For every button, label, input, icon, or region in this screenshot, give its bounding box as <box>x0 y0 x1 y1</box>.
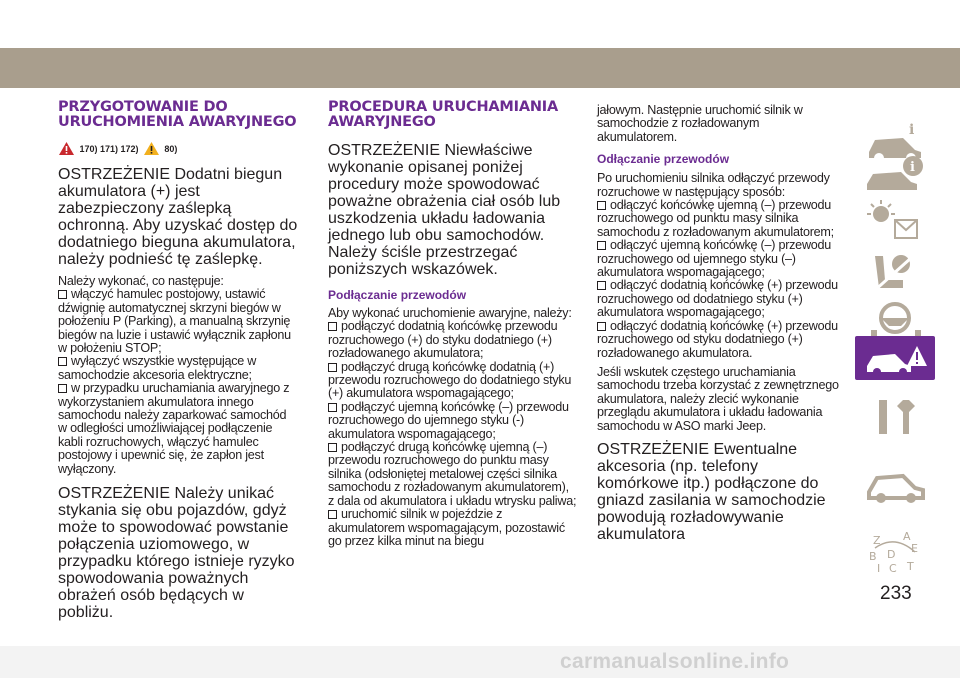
list-item: podłączyć drugą końcówkę ujemną (–) przewodu rozruchowego do punktu masy silnika (odsłoniętej metalowej części silnika samochodu z rozładowanym akumulatorem), z dala od akumulatora i układu wtrysku paliwa; <box>328 440 577 508</box>
subheading-connecting: Podłączanie przewodów <box>328 288 467 302</box>
section-heading-preparation: PRZYGOTOWANIE DO URUCHOMIENIA AWARYJNEGO <box>58 99 297 130</box>
left-column <box>58 100 298 621</box>
continued-text: jałowym. Następnie uruchomić silnik w samochodzie z rozładowanym akumulatorem. <box>597 103 803 144</box>
svg-text:C: C <box>889 562 897 575</box>
warning-accessories: OSTRZEŻENIE Ewentualne akcesoria (np. telefony komórkowe itp.) podłączone do gniazd zasilania w samochodzie powodują rozładowywanie akumulatora <box>597 440 826 543</box>
list-item: odłączyć dodatnią końcówkę (+) przewodu rozruchowego od styku dodatniego (+) rozładowanego akumulatora. <box>597 318 838 360</box>
bullet-box <box>58 357 67 366</box>
subheading-disconnecting: Odłączanie przewodów <box>597 152 730 167</box>
car-body-icon[interactable] <box>859 462 935 512</box>
bullet-box <box>328 322 337 331</box>
warning-refs <box>58 140 298 158</box>
svg-text:A: A <box>903 530 911 543</box>
paragraph-service: Jeśli wskutek częstego uruchamiania samochodu trzeba korzystać z zewnętrznego akumulatora, należy zlecić wykonanie przeglądu akumulatora i układu ładowania samochodu w ASO marki Jeep. <box>597 364 839 433</box>
bullet-box <box>328 403 337 412</box>
list-item: w przypadku uruchamiania awaryjnego z wykorzystaniem akumulatora innego samochodu należy zaparkować samochód w odległości umożliwiającej podłączenie kabli rozruchowych, włączyć hamulec postojowy i upewnić się, że zapłon jest wyłączony. <box>58 381 290 476</box>
svg-text:E: E <box>911 542 918 555</box>
top-bar <box>0 0 960 88</box>
svg-text:D: D <box>887 548 896 561</box>
top-band <box>0 48 960 88</box>
list-item: odłączyć końcówkę ujemną (–) przewodu rozruchowego od punktu masy silnika samochodu z rozładowanym akumulatorem; <box>597 198 834 239</box>
bullet-box <box>597 322 606 331</box>
watermark-bar <box>0 646 960 678</box>
middle-column <box>328 100 578 548</box>
section-heading-procedure: PROCEDURA URUCHAMIANIA AWARYJNEGO <box>328 99 559 130</box>
refs-caution: 80) <box>164 143 178 154</box>
list-item: wyłączyć wszystkie występujące w samochodzie akcesoria elektryczne; <box>58 354 257 382</box>
svg-text:T: T <box>907 560 914 573</box>
warning-procedure: OSTRZEŻENIE Niewłaściwe wykonanie opisanej poniżej procedury może spowodować poważne obrażenia ciał osób lub uszkodzenia układu ładowania jednego lub obu samochodów. Należy ściśle przestrzegać poniższych wskazówek. <box>328 142 561 278</box>
svg-text:Z: Z <box>873 534 881 547</box>
intro-text: Aby wykonać uruchomienie awaryjne, należy: <box>328 306 572 320</box>
list-item: podłączyć dodatnią końcówkę przewodu rozruchowego (+) do styku dodatniego (+) rozładowanego akumulatora; <box>328 319 558 361</box>
svg-text:i: i <box>909 122 915 138</box>
bullet-box <box>328 363 337 372</box>
intro-text: Po uruchomieniu silnika odłączyć przewody rozruchowe w następujący sposób: <box>597 171 830 199</box>
wrench-icon[interactable] <box>859 392 935 442</box>
alphabet-index-icon[interactable] <box>859 528 935 578</box>
bullet-box <box>597 241 606 250</box>
page-number: 233 <box>880 583 912 604</box>
seat-airbag-icon[interactable] <box>859 250 935 300</box>
list-item: uruchomić silnik w pojeździe z akumulatorem wspomagającym, pozostawić go przez kilka minut na biegu <box>328 507 565 548</box>
list-item: podłączyć drugą końcówkę dodatnią (+) przewodu rozruchowego do dodatniego styku (+) akumulatora wspomagającego; <box>328 359 572 401</box>
car-info-circle-icon[interactable] <box>859 150 935 200</box>
list-item: podłączyć ujemną końcówkę (–) przewodu rozruchowego do ujemnego styku (-) akumulatora wspomagającego; <box>328 399 569 441</box>
intro-text: Należy wykonać, co następuje: <box>58 274 224 288</box>
bullet-box <box>328 443 337 452</box>
watermark-text: carmanualsonline.info <box>560 650 790 673</box>
right-column <box>597 104 842 543</box>
list-item: włączyć hamulec postojowy, ustawić dźwignię automatycznej skrzyni biegów w położeniu P (Parking), a manualną skrzynię biegów na luzie i ustawić wyłącznik zapłonu w położeniu STOP; <box>58 287 291 356</box>
svg-text:i: i <box>910 160 915 175</box>
list-item: odłączyć ujemną końcówkę (–) przewodu rozruchowego od ujemnego styku (–) akumulatora wspomagającego; <box>597 238 832 280</box>
svg-text:B: B <box>869 550 877 563</box>
warning-lights-icon[interactable] <box>859 196 935 246</box>
breakdown-car-icon[interactable] <box>855 336 935 380</box>
svg-text:I: I <box>877 562 881 575</box>
bullet-box <box>58 384 67 393</box>
bullet-box <box>597 201 606 210</box>
danger-triangle-icon <box>58 141 75 156</box>
bullet-box <box>328 510 337 519</box>
warning-terminal-cap: OSTRZEŻENIE Dodatni biegun akumulatora (+) jest zabezpieczony zaślepką ochronną. Aby uzyskać dostęp do dodatniego bieguna akumulatora, należy podnieść tę zaślepkę. <box>58 166 298 268</box>
warning-vehicle-contact: OSTRZEŻENIE Należy unikać stykania się obu pojazdów, gdyż może to spowodować powstanie połączenia uziomowego, w przypadku którego istnieje ryzyko spowodowania poważnych obrażeń osób będących w pobliżu. <box>58 485 295 622</box>
list-item: odłączyć dodatnią końcówkę (+) przewodu rozruchowego od dodatniego styku (+) akumulatora wspomagającego; <box>597 278 838 320</box>
bullet-box <box>597 281 606 290</box>
caution-triangle-icon <box>143 141 160 156</box>
refs-danger: 170) 171) 172) <box>79 143 139 154</box>
bullet-box <box>58 290 67 299</box>
